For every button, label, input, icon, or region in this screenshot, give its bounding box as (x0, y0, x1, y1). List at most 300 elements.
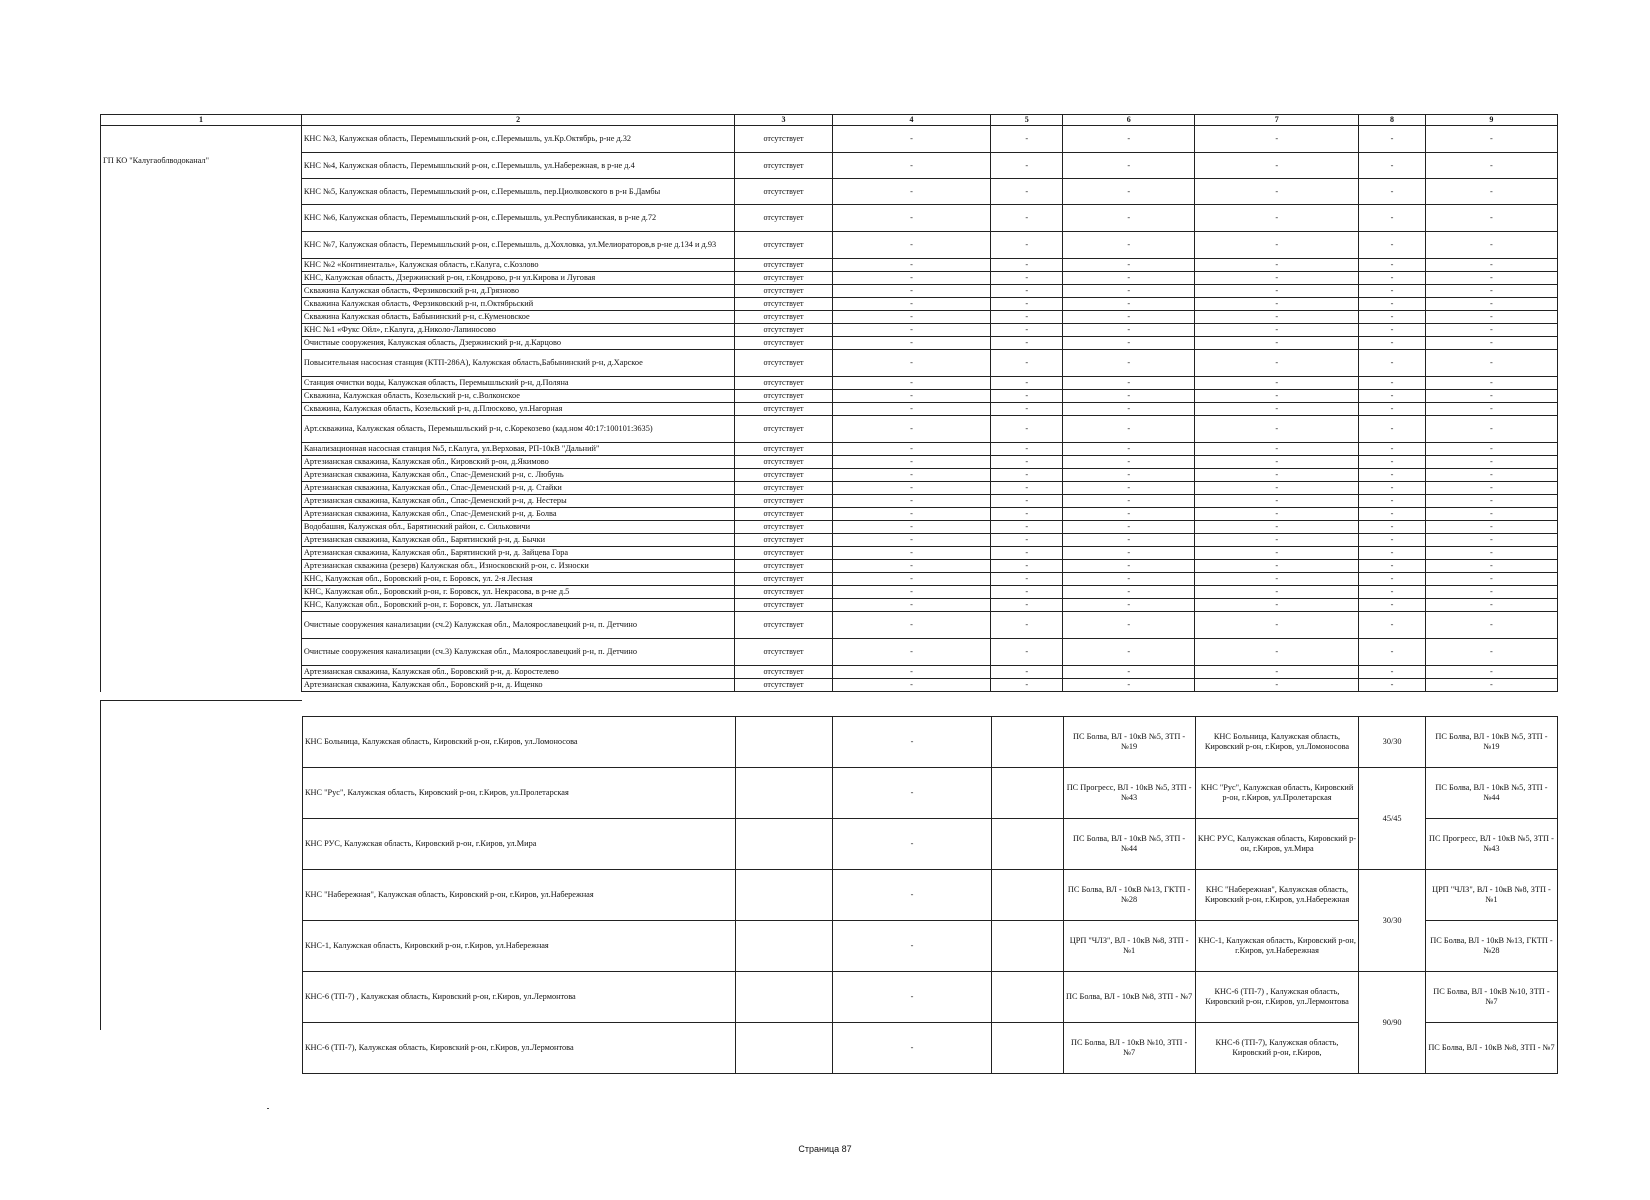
col6-cell: - (1063, 272, 1195, 285)
col6-cell: - (1063, 456, 1195, 469)
col5-cell: - (991, 285, 1063, 298)
col3-cell (736, 921, 833, 972)
table-row (101, 259, 1558, 272)
power-source-cell: ПС Болва, ВЛ - 10кВ №8, ЗТП - №7 (1063, 972, 1195, 1023)
status-cell: отсутствует (735, 298, 832, 311)
col7-cell: - (1195, 495, 1359, 508)
col5-cell: - (991, 639, 1063, 666)
col7-cell: - (1195, 639, 1359, 666)
col9-cell: - (1425, 482, 1557, 495)
object-name-cell: Артезианская скважина, Калужская обл., Барятинский р-н, д. Зайцева Гора (301, 547, 735, 560)
col8-cell: - (1359, 666, 1426, 679)
object-name-cell: КНС Больница, Калужская область, Кировский р-он, г.Киров, ул.Ломоносова (303, 717, 736, 768)
table-row (101, 179, 1558, 205)
table-row (101, 311, 1558, 324)
col9-cell: - (1425, 456, 1557, 469)
left-border-line (100, 700, 101, 1030)
col4-cell: - (832, 612, 991, 639)
table-row (101, 377, 1558, 390)
status-cell: отсутствует (735, 586, 832, 599)
stray-mark (267, 1108, 269, 1109)
table-row (101, 232, 1558, 259)
col4-cell: - (832, 599, 991, 612)
status-cell: отсутствует (735, 639, 832, 666)
col6-cell: - (1063, 469, 1195, 482)
col6-cell: - (1063, 416, 1195, 443)
col5-cell (991, 870, 1063, 921)
col9-cell: - (1425, 560, 1557, 573)
col5-cell: - (991, 547, 1063, 560)
col5-cell: - (991, 560, 1063, 573)
col7-cell: - (1195, 599, 1359, 612)
col5-cell: - (991, 599, 1063, 612)
header-cell: 7 (1195, 115, 1359, 126)
object-name-cell: Очистные сооружения канализации (сч.2) Калужская обл., Малоярославецкий р-н, п. Детчино (301, 612, 735, 639)
col9-cell: - (1425, 205, 1557, 232)
header-cell: 1 (101, 115, 302, 126)
col4-cell: - (832, 666, 991, 679)
status-cell: отсутствует (735, 612, 832, 639)
status-cell: отсутствует (735, 666, 832, 679)
col9-cell: - (1425, 324, 1557, 337)
table-row (101, 350, 1558, 377)
col7-cell: - (1195, 390, 1359, 403)
col5-cell: - (991, 443, 1063, 456)
col6-cell: - (1063, 298, 1195, 311)
table-row (101, 612, 1558, 639)
col5-cell: - (991, 179, 1063, 205)
col9-cell: - (1425, 534, 1557, 547)
col7-cell: - (1195, 350, 1359, 377)
table-row (101, 324, 1558, 337)
object-name-cell: КНС-1, Калужская область, Кировский р-он, г.Киров, ул.Набережная (303, 921, 736, 972)
status-cell: отсутствует (735, 232, 832, 259)
col7-cell: - (1195, 324, 1359, 337)
status-cell: отсутствует (735, 508, 832, 521)
col4-cell: - (832, 324, 991, 337)
col6-cell: - (1063, 324, 1195, 337)
organization-name: ГП КО "Калугаоблводоканал" (103, 156, 209, 165)
table-row (101, 521, 1558, 534)
object-name-cell: КНС "Набережная", Калужская область, Кировский р-он, г.Киров, ул.Набережная (303, 870, 736, 921)
col6-cell: - (1063, 232, 1195, 259)
col5-cell: - (991, 573, 1063, 586)
page-footer: Страница 87 (798, 1144, 852, 1154)
table-row (101, 456, 1558, 469)
col9-cell: - (1425, 403, 1557, 416)
col6-cell: - (1063, 311, 1195, 324)
col9-cell: - (1425, 521, 1557, 534)
col6-cell: - (1063, 403, 1195, 416)
col8-cell: - (1359, 521, 1426, 534)
col8-cell: - (1359, 469, 1426, 482)
col8-cell: - (1359, 311, 1426, 324)
header-cell: 3 (735, 115, 832, 126)
col8-cell: - (1359, 586, 1426, 599)
col7-cell: - (1195, 521, 1359, 534)
col7-cell: - (1195, 403, 1359, 416)
col4-cell: - (833, 768, 991, 819)
table-row (101, 495, 1558, 508)
col5-cell: - (991, 586, 1063, 599)
col6-cell: - (1063, 153, 1195, 179)
col9-cell: - (1425, 126, 1557, 153)
col5-cell: - (991, 205, 1063, 232)
object-name-cell: Скважина Калужская область, Ферзиковский р-н, п.Октябрьский (301, 298, 735, 311)
col8-cell: - (1359, 259, 1426, 272)
col5-cell: - (991, 534, 1063, 547)
power-source-cell: ПС Прогресс, ВЛ - 10кВ №5, ЗТП - №43 (1063, 768, 1195, 819)
col5-cell (991, 972, 1063, 1023)
col5-cell (991, 1023, 1063, 1074)
col4-cell: - (832, 679, 991, 692)
reserve-source-cell: ПС Болва, ВЛ - 10кВ №10, ЗТП - №7 (1425, 972, 1557, 1023)
main-table (100, 114, 1558, 692)
reserve-source-cell: ПС Прогресс, ВЛ - 10кВ №5, ЗТП - №43 (1425, 819, 1557, 870)
col5-cell: - (991, 337, 1063, 350)
col4-cell: - (832, 443, 991, 456)
col9-cell: - (1425, 666, 1557, 679)
col9-cell: - (1425, 443, 1557, 456)
object-name-cell: Очистные сооружения канализации (сч.3) Калужская обл., Малоярославецкий р-н, п. Детчино (301, 639, 735, 666)
col7-cell: - (1195, 259, 1359, 272)
table-row (101, 560, 1558, 573)
col4-cell: - (832, 350, 991, 377)
col8-cell: - (1359, 205, 1426, 232)
col4-cell: - (832, 547, 991, 560)
object-name-cell: КНС, Калужская область, Дзержинский р-он, г.Кондрово, р-н ул.Кирова и Луговая (301, 272, 735, 285)
col6-cell: - (1063, 573, 1195, 586)
table-row (101, 547, 1558, 560)
col6-cell: - (1063, 586, 1195, 599)
col4-cell: - (833, 819, 991, 870)
col6-cell: - (1063, 495, 1195, 508)
status-cell: отсутствует (735, 337, 832, 350)
col5-cell: - (991, 311, 1063, 324)
object-name-cell: КНС, Калужская обл., Боровский р-он, г. Боровск, ул. 2-я Лесная (301, 573, 735, 586)
object-address-cell: КНС Больница, Калужская область, Кировский р-он, г.Киров, ул.Ломоносова (1195, 717, 1359, 768)
col8-cell: - (1359, 679, 1426, 692)
table-row (101, 390, 1558, 403)
col7-cell: - (1195, 547, 1359, 560)
col9-cell: - (1425, 416, 1557, 443)
col4-cell: - (832, 285, 991, 298)
col4-cell: - (832, 495, 991, 508)
table-row (101, 205, 1558, 232)
col6-cell: - (1063, 377, 1195, 390)
table-row (101, 534, 1558, 547)
col8-cell: - (1359, 416, 1426, 443)
col7-cell: - (1195, 416, 1359, 443)
status-cell: отсутствует (735, 311, 832, 324)
table-row (101, 639, 1558, 666)
status-cell: отсутствует (735, 403, 832, 416)
col7-cell: - (1195, 285, 1359, 298)
col5-cell: - (991, 482, 1063, 495)
table-row (101, 679, 1558, 692)
col8-cell: - (1359, 350, 1426, 377)
col9-cell: - (1425, 350, 1557, 377)
col8-cell: - (1359, 390, 1426, 403)
col4-cell: - (832, 573, 991, 586)
power-source-cell: ПС Болва, ВЛ - 10кВ №13, ГКТП - №28 (1063, 870, 1195, 921)
col5-cell: - (991, 416, 1063, 443)
col7-cell: - (1195, 586, 1359, 599)
reserve-source-cell: ПС Болва, ВЛ - 10кВ №13, ГКТП - №28 (1425, 921, 1557, 972)
col8-cell: - (1359, 495, 1426, 508)
object-name-cell: КНС "Рус", Калужская область, Кировский р-он, г.Киров, ул.Пролетарская (303, 768, 736, 819)
col5-cell (991, 819, 1063, 870)
header-cell: 2 (301, 115, 735, 126)
object-name-cell: Артезианская скважина, Калужская обл., Спас-Деменский р-н, д. Болва (301, 508, 735, 521)
col8-cell: - (1359, 443, 1426, 456)
object-name-cell: Скважина Калужская область, Ферзиковский р-н, д.Грязново (301, 285, 735, 298)
col9-cell: - (1425, 547, 1557, 560)
group-divider (100, 700, 302, 701)
col7-cell: - (1195, 179, 1359, 205)
col4-cell: - (832, 232, 991, 259)
capacity-cell: 30/30 (1359, 717, 1426, 768)
col6-cell: - (1063, 285, 1195, 298)
col7-cell: - (1195, 482, 1359, 495)
col8-cell: - (1359, 639, 1426, 666)
object-name-cell: Арт.скважина, Калужская область, Перемышльский р-н, с.Корекозево (кад.ном 40:17:100101:3635) (301, 416, 735, 443)
object-name-cell: КНС, Калужская обл., Боровский р-он, г. Боровск, ул. Некрасова, в р-не д.5 (301, 586, 735, 599)
col6-cell: - (1063, 259, 1195, 272)
col8-cell: - (1359, 298, 1426, 311)
status-cell: отсутствует (735, 179, 832, 205)
table-row (101, 482, 1558, 495)
col9-cell: - (1425, 311, 1557, 324)
col6-cell: - (1063, 639, 1195, 666)
object-name-cell: Очистные сооружения, Калужская область, Дзержинский р-н, д.Карцово (301, 337, 735, 350)
col7-cell: - (1195, 508, 1359, 521)
status-cell: отсутствует (735, 350, 832, 377)
organization-cell (101, 126, 302, 692)
object-name-cell: КНС №6, Калужская область, Перемышльский р-он, с.Перемышль, ул.Республиканская, в р-не д.72 (301, 205, 735, 232)
power-source-cell: ЦРП "ЧЛЗ", ВЛ - 10кВ №8, ЗТП - №1 (1063, 921, 1195, 972)
col6-cell: - (1063, 534, 1195, 547)
col4-cell: - (833, 972, 991, 1023)
object-name-cell: КНС №2 «Континенталь», Калужская область, г.Калуга, с.Козлово (301, 259, 735, 272)
col8-cell: - (1359, 482, 1426, 495)
col8-cell: - (1359, 508, 1426, 521)
col9-cell: - (1425, 179, 1557, 205)
col5-cell (991, 921, 1063, 972)
col5-cell: - (991, 298, 1063, 311)
table-row (303, 717, 1558, 768)
col4-cell: - (832, 639, 991, 666)
col9-cell: - (1425, 153, 1557, 179)
col6-cell: - (1063, 482, 1195, 495)
col8-cell: - (1359, 324, 1426, 337)
col5-cell: - (991, 456, 1063, 469)
col5-cell: - (991, 403, 1063, 416)
status-cell: отсутствует (735, 469, 832, 482)
col4-cell: - (832, 272, 991, 285)
col7-cell: - (1195, 232, 1359, 259)
col7-cell: - (1195, 272, 1359, 285)
col9-cell: - (1425, 469, 1557, 482)
table-row (101, 403, 1558, 416)
object-address-cell: КНС-6 (ТП-7) , Калужская область, Кировский р-он, г.Киров, ул.Лермонтова (1195, 972, 1359, 1023)
col4-cell: - (832, 126, 991, 153)
object-name-cell: Артезианская скважина, Калужская обл., Спас-Деменский р-н, д. Нестеры (301, 495, 735, 508)
col9-cell: - (1425, 285, 1557, 298)
col5-cell: - (991, 521, 1063, 534)
col6-cell: - (1063, 126, 1195, 153)
col5-cell (991, 717, 1063, 768)
col4-cell: - (833, 870, 991, 921)
col4-cell: - (832, 390, 991, 403)
object-name-cell: Станция очистки воды, Калужская область, Перемышльский р-н, д.Поляна (301, 377, 735, 390)
col7-cell: - (1195, 153, 1359, 179)
object-name-cell: Скважина, Калужская область, Козельский р-н, с.Волконское (301, 390, 735, 403)
table-row (101, 443, 1558, 456)
col9-cell: - (1425, 298, 1557, 311)
col9-cell: - (1425, 495, 1557, 508)
col5-cell: - (991, 126, 1063, 153)
object-name-cell: Скважина Калужская область, Бабынинский р-н, с.Куменовское (301, 311, 735, 324)
col8-cell: - (1359, 179, 1426, 205)
col7-cell: - (1195, 205, 1359, 232)
col7-cell: - (1195, 560, 1359, 573)
col4-cell: - (832, 416, 991, 443)
col4-cell: - (833, 717, 991, 768)
object-address-cell: КНС "Рус", Калужская область, Кировский р-он, г.Киров, ул.Пролетарская (1195, 768, 1359, 819)
object-name-cell: Артезианская скважина, Калужская обл., Спас-Деменский р-н, д. Стайки (301, 482, 735, 495)
col6-cell: - (1063, 443, 1195, 456)
power-source-cell: ПС Болва, ВЛ - 10кВ №5, ЗТП - №19 (1063, 717, 1195, 768)
col6-cell: - (1063, 666, 1195, 679)
col4-cell: - (832, 456, 991, 469)
col4-cell: - (832, 534, 991, 547)
col7-cell: - (1195, 126, 1359, 153)
col9-cell: - (1425, 612, 1557, 639)
col8-cell: - (1359, 272, 1426, 285)
status-cell: отсутствует (735, 599, 832, 612)
col8-cell: - (1359, 547, 1426, 560)
table-row (101, 285, 1558, 298)
col5-cell: - (991, 666, 1063, 679)
table-row (101, 586, 1558, 599)
status-cell: отсутствует (735, 390, 832, 403)
table-row (101, 469, 1558, 482)
col7-cell: - (1195, 573, 1359, 586)
table-row (101, 599, 1558, 612)
col9-cell: - (1425, 377, 1557, 390)
col4-cell: - (832, 153, 991, 179)
header-row (101, 115, 1558, 126)
col8-cell: - (1359, 534, 1426, 547)
col5-cell: - (991, 679, 1063, 692)
object-name-cell: КНС, Калужская обл., Боровский р-он, г. Боровск, ул. Латынская (301, 599, 735, 612)
col3-cell (736, 870, 833, 921)
object-name-cell: Артезианская скважина, Калужская обл., Боровский р-н, д. Ищенко (301, 679, 735, 692)
col5-cell: - (991, 272, 1063, 285)
col9-cell: - (1425, 599, 1557, 612)
object-name-cell: Артезианская скважина (резерв) Калужская обл., Износковский р-он, с. Износки (301, 560, 735, 573)
object-name-cell: КНС №5, Калужская область, Перемышльский р-он, с.Перемышль, пер.Циолковского в р-н Б.Дамбы (301, 179, 735, 205)
object-name-cell: КНС №1 «Фукс Ойл», г.Калуга, д.Николо-Лапиносово (301, 324, 735, 337)
header-cell: 5 (991, 115, 1063, 126)
col9-cell: - (1425, 508, 1557, 521)
table-row (303, 768, 1558, 819)
col8-cell: - (1359, 377, 1426, 390)
kirov-table (302, 716, 1558, 1074)
col9-cell: - (1425, 573, 1557, 586)
table-row (101, 272, 1558, 285)
col8-cell: - (1359, 612, 1426, 639)
object-address-cell: КНС РУС, Калужская область, Кировский р-он, г.Киров, ул.Мира (1195, 819, 1359, 870)
col7-cell: - (1195, 311, 1359, 324)
col4-cell: - (832, 521, 991, 534)
status-cell: отсутствует (735, 126, 832, 153)
col6-cell: - (1063, 679, 1195, 692)
col4-cell: - (833, 1023, 991, 1074)
col5-cell: - (991, 377, 1063, 390)
table-row (101, 416, 1558, 443)
col8-cell: - (1359, 126, 1426, 153)
col5-cell: - (991, 469, 1063, 482)
col7-cell: - (1195, 469, 1359, 482)
col5-cell: - (991, 508, 1063, 521)
col6-cell: - (1063, 390, 1195, 403)
col4-cell: - (832, 337, 991, 350)
col3-cell (736, 972, 833, 1023)
col6-cell: - (1063, 612, 1195, 639)
status-cell: отсутствует (735, 560, 832, 573)
col3-cell (736, 1023, 833, 1074)
col6-cell: - (1063, 337, 1195, 350)
col3-cell (736, 717, 833, 768)
header-cell: 4 (832, 115, 991, 126)
reserve-source-cell: ПС Болва, ВЛ - 10кВ №8, ЗТП - №7 (1425, 1023, 1557, 1074)
col6-cell: - (1063, 599, 1195, 612)
col9-cell: - (1425, 259, 1557, 272)
col7-cell: - (1195, 456, 1359, 469)
col4-cell: - (832, 508, 991, 521)
object-name-cell: Канализационная насосная станция №5, г.Калуга, ул.Верховая, РП-10кВ "Дальний" (301, 443, 735, 456)
col9-cell: - (1425, 272, 1557, 285)
table-row (101, 666, 1558, 679)
col3-cell (736, 768, 833, 819)
col8-cell: - (1359, 403, 1426, 416)
object-address-cell: КНС "Набережная", Калужская область, Кировский р-он, г.Киров, ул.Набережная (1195, 870, 1359, 921)
col5-cell: - (991, 153, 1063, 179)
col8-cell: - (1359, 153, 1426, 179)
col5-cell: - (991, 259, 1063, 272)
status-cell: отсутствует (735, 482, 832, 495)
table-row (101, 298, 1558, 311)
col7-cell: - (1195, 679, 1359, 692)
col4-cell: - (832, 311, 991, 324)
col4-cell: - (833, 921, 991, 972)
object-name-cell: КНС РУС, Калужская область, Кировский р-он, г.Киров, ул.Мира (303, 819, 736, 870)
status-cell: отсутствует (735, 377, 832, 390)
col4-cell: - (832, 377, 991, 390)
reserve-source-cell: ПС Болва, ВЛ - 10кВ №5, ЗТП - №19 (1425, 717, 1557, 768)
col8-cell: - (1359, 337, 1426, 350)
status-cell: отсутствует (735, 153, 832, 179)
col3-cell (736, 819, 833, 870)
col9-cell: - (1425, 337, 1557, 350)
col4-cell: - (832, 482, 991, 495)
col4-cell: - (832, 586, 991, 599)
col9-cell: - (1425, 390, 1557, 403)
status-cell: отсутствует (735, 324, 832, 337)
col4-cell: - (832, 259, 991, 272)
